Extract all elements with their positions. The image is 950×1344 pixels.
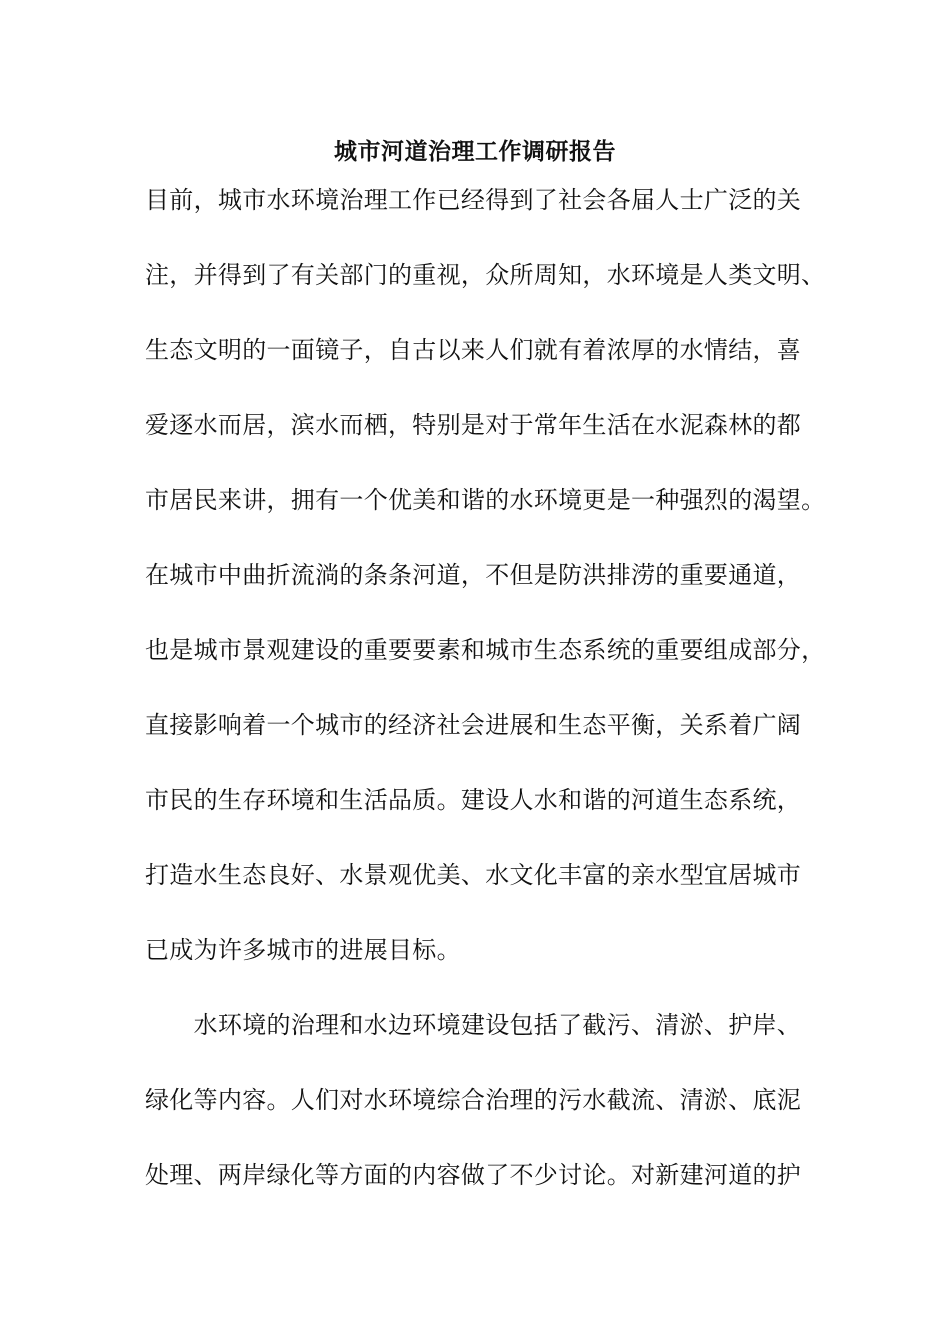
paragraph-line: 生态文明的一面镜子，自古以来人们就有着浓厚的水情结，喜: [145, 336, 802, 364]
paragraph-line: 水环境的治理和水边环境建设包括了截污、清淤、护岸、: [145, 1011, 802, 1039]
paragraph-line: 在城市中曲折流淌的条条河道，不但是防洪排涝的重要通道，: [145, 561, 802, 589]
paragraph-line: 绿化等内容。人们对水环境综合治理的污水截流、清淤、底泥: [145, 1086, 802, 1114]
paragraph-line: 已成为许多城市的进展目标。: [145, 936, 461, 964]
paragraph-line: 处理、两岸绿化等方面的内容做了不少讨论。对新建河道的护: [145, 1161, 802, 1189]
paragraph-line: 注，并得到了有关部门的重视，众所周知，水环境是人类文明、: [145, 261, 826, 289]
paragraph-line: 打造水生态良好、水景观优美、水文化丰富的亲水型宜居城市: [145, 861, 802, 889]
paragraph-line: 市居民来讲，拥有一个优美和谐的水环境更是一种强烈的渴望。: [145, 486, 826, 514]
document-title: 城市河道治理工作调研报告: [334, 138, 616, 165]
paragraph-line: 直接影响着一个城市的经济社会进展和生态平衡，关系着广阔: [145, 711, 802, 739]
paragraph-line: 爱逐水而居，滨水而栖，特别是对于常年生活在水泥森林的都: [145, 411, 802, 439]
paragraph-line: 目前，城市水环境治理工作已经得到了社会各届人士广泛的关: [145, 186, 802, 214]
paragraph-line: 也是城市景观建设的重要要素和城市生态系统的重要组成部分，: [145, 636, 826, 664]
paragraph-line: 市民的生存环境和生活品质。建设人水和谐的河道生态系统，: [145, 786, 802, 814]
